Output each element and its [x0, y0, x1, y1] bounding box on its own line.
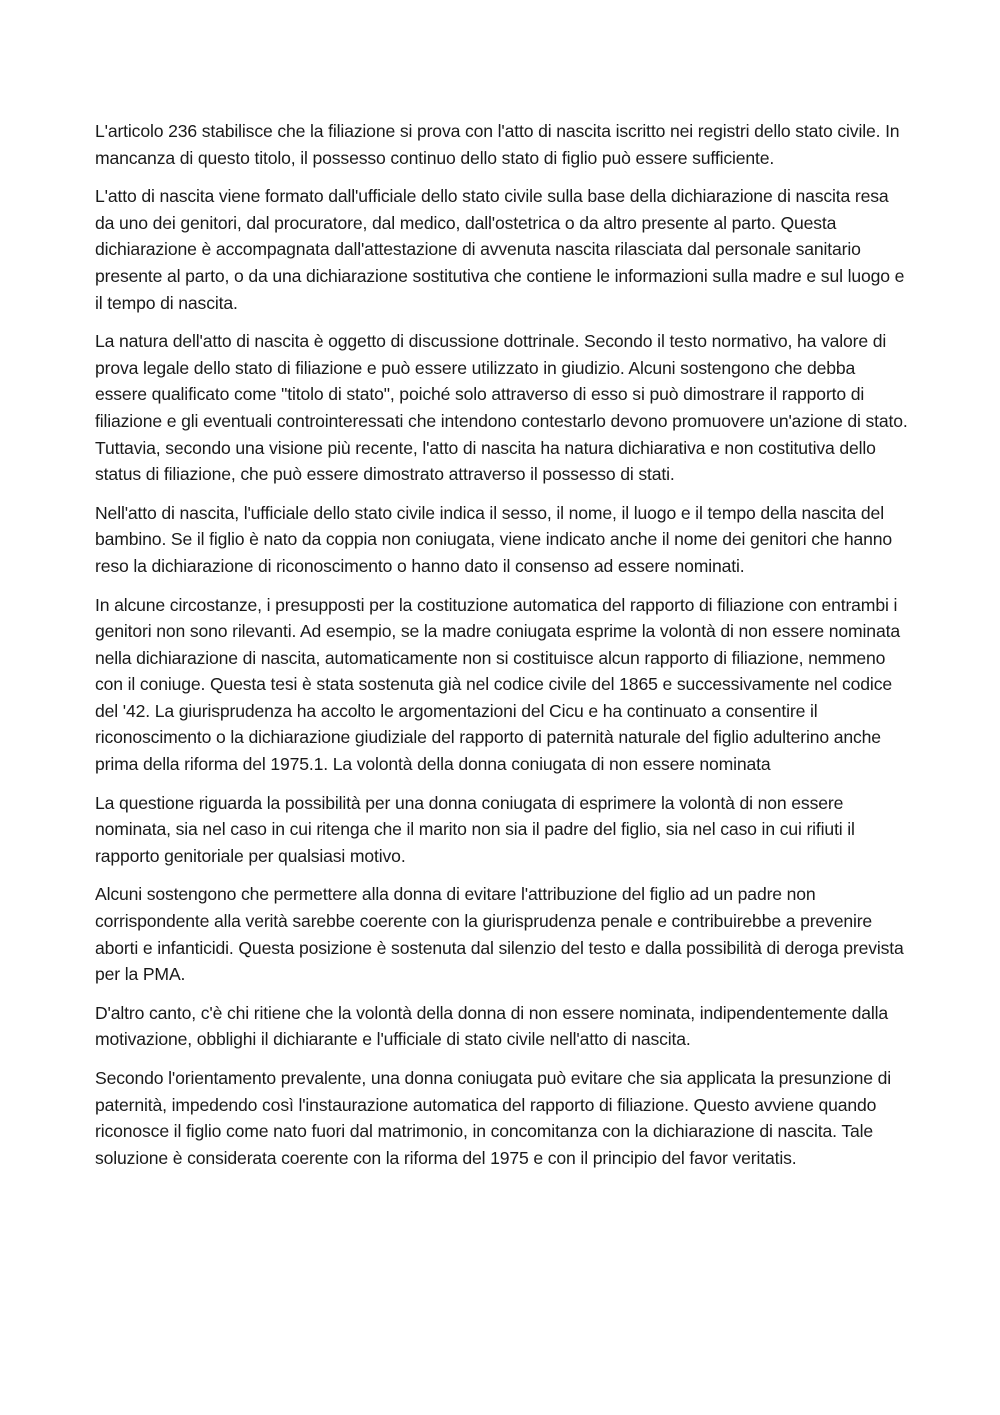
paragraph-8: D'altro canto, c'è chi ritiene che la volontà della donna di non essere nominata, indipendentemente dalla motivazione, obblighi il dichiarante e l'ufficiale di stato civile nell'atto di nascita.	[95, 1002, 888, 1050]
paragraph-3: La natura dell'atto di nascita è oggetto di discussione dottrinale. Secondo il testo normativo, ha valore di prova legale dello stato di filiazione e può essere utilizzato in giudizio. Alcuni sostengono che debba essere qualificato come "titolo di stato", poiché solo attraverso di esso si può dimostrare il rapporto di filiazione e gli eventuali controinteressati che intendono contestarlo devono promuovere un'azione di stato. Tuttavia, secondo una visione più recente, l'atto di nascita ha natura dichiarativa e non costitutiva dello status di filiazione, che può essere dimostrato attraverso il possesso di stati.	[95, 331, 908, 485]
paragraph-7: Alcuni sostengono che permettere alla donna di evitare l'attribuzione del figlio ad un padre non corrispondente alla verità sarebbe coerente con la giurisprudenza penale e contribuirebbe a prevenire aborti e infanticidi. Questa posizione è sostenuta dal silenzio del testo e dalla possibilità di deroga prevista per la PMA.	[95, 884, 904, 985]
document-body	[95, 118, 910, 1183]
paragraph-2: L'atto di nascita viene formato dall'ufficiale dello stato civile sulla base della dichiarazione di nascita resa da uno dei genitori, dal procuratore, dal medico, dall'ostetrica o da altro presente al parto. Questa dichiarazione è accompagnata dall'attestazione di avvenuta nascita rilasciata dal personale sanitario presente al parto, o da una dichiarazione sostitutiva che contiene le informazioni sulla madre e sul luogo e il tempo di nascita.	[95, 186, 905, 313]
paragraph-1: L'articolo 236 stabilisce che la filiazione si prova con l'atto di nascita iscritto nei registri dello stato civile. In mancanza di questo titolo, il possesso continuo dello stato di figlio può essere sufficiente.	[95, 121, 900, 168]
paragraph-5: In alcune circostanze, i presupposti per la costituzione automatica del rapporto di filiazione con entrambi i genitori non sono rilevanti. Ad esempio, se la madre coniugata esprime la volontà di non essere nominata nella dichiarazione di nascita, automaticamente non si costituisce alcun rapporto di filiazione, nemmeno con il coniuge. Questa tesi è stata sostenuta già nel codice civile del 1865 e successivamente nel codice del '42. La giurisprudenza ha accolto le argomentazioni del Cicu e ha continuato a consentire il riconoscimento o la dichiarazione giudiziale del rapporto di paternità naturale del figlio adulterino anche prima della riforma del 1975.1. La volontà della donna coniugata di non essere nominata	[95, 594, 900, 775]
paragraph-9: Secondo l'orientamento prevalente, una donna coniugata può evitare che sia applicata la presunzione di paternità, impedendo così l'instaurazione automatica del rapporto di filiazione. Questo avviene quando riconosce il figlio come nato fuori dal matrimonio, in concomitanza con la dichiarazione di nascita. Tale soluzione è considerata coerente con la riforma del 1975 e con il principio del favor veritatis.	[95, 1068, 891, 1168]
paragraph-6: La questione riguarda la possibilità per una donna coniugata di esprimere la volontà di non essere nominata, sia nel caso in cui ritenga che il marito non sia il padre del figlio, sia nel caso in cui rifiuti il rapporto genitoriale per qualsiasi motivo.	[95, 792, 855, 866]
paragraph-4: Nell'atto di nascita, l'ufficiale dello stato civile indica il sesso, il nome, il luogo e il tempo della nascita del bambino. Se il figlio è nato da coppia non coniugata, viene indicato anche il nome dei genitori che hanno reso la dichiarazione di riconoscimento o hanno dato il consenso ad essere nominati.	[95, 502, 893, 576]
